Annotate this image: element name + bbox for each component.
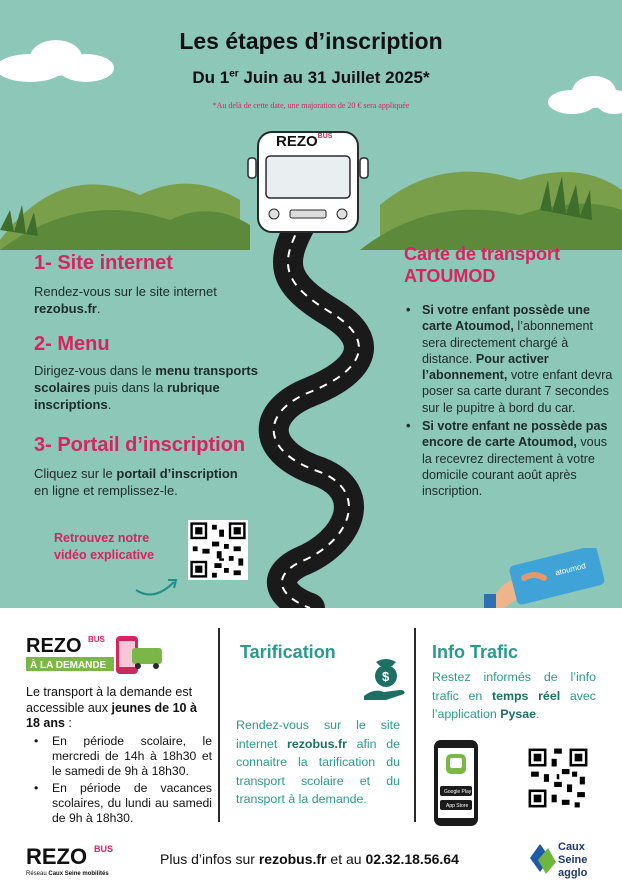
carte-title-line1: Carte de transport [404, 244, 561, 264]
carte-title-line2: ATOUMOD [404, 266, 496, 286]
tarification-text-a: Rendez-vous sur le site internet [236, 718, 400, 751]
tad-intro-b: jeunes de 10 à 18 ans [26, 700, 197, 730]
road-illustration [240, 222, 380, 608]
tad-item-school: • En période scolaire, le mercredi de 14h à 18h30 et le samedi de 9h à 18h30. [26, 734, 212, 780]
svg-text:$: $ [382, 669, 390, 684]
column-divider-1 [218, 628, 220, 822]
tarification-link[interactable]: rezobus.fr [287, 736, 347, 751]
info-trafic-text-b: avec l’application [432, 688, 596, 721]
money-hand-icon [360, 656, 410, 702]
step-2-title: 2- Menu [34, 333, 110, 355]
tad-intro-c: : [64, 716, 72, 730]
tarification-text-b: afin de connaitre la tarification du transport scolaire et du transport à la demande. [236, 736, 400, 806]
footer-text-b: et au [326, 851, 366, 867]
step-2-bold-a: menu transports scolaires [34, 363, 258, 395]
carte-bullet-1-b1: Si votre enfant possède une carte Atoumod, [422, 303, 590, 334]
tad-intro [26, 685, 210, 732]
card-label: atoumod [554, 561, 587, 578]
late-fee-note: *Au delà de cette date, une majoration de 20 € sera appliquée [212, 101, 410, 110]
svg-text:Réseau Caux Seine mobilités [26, 871, 109, 877]
footer-logo-bus: BUS [94, 844, 114, 854]
footer-text-a: Plus d’infos sur [160, 851, 259, 867]
hand-card-icon [484, 548, 614, 608]
step-2-text-a: Dirigez-vous dans le [34, 363, 156, 378]
step-1-title: 1- Site internet [34, 252, 173, 274]
tad-item-holidays: • En période de vacances scolaires, du lundi au samedi de 9h à 18h30. [26, 781, 212, 827]
step-2-bold-b: rubrique inscriptions [34, 380, 220, 412]
store-google: Google Play [444, 789, 472, 795]
step-3-text-b: en ligne et remplissez-le. [34, 483, 178, 498]
carte-bullet-1-t2: votre enfant devra poser sa carte durant 7 secondes sur le pupitre à bord du car. [422, 368, 613, 415]
carte-bullets [404, 302, 618, 502]
step-2-text-b: puis dans la [90, 380, 167, 395]
tarification-title: Tarification [240, 642, 336, 662]
dates-suffix: Juin au 31 Juillet 2025* [238, 68, 430, 87]
caux-line3: agglo [558, 867, 588, 879]
footer-contact [160, 851, 459, 867]
footer-phone-number[interactable]: 02.32.18.56.64 [365, 851, 459, 867]
store-apple: App Store [446, 803, 469, 809]
info-trafic-title: Info Trafic [432, 642, 519, 662]
step-1-text-b: . [96, 301, 101, 316]
tad-logo-bus: BUS [88, 635, 105, 644]
step-1-text-a: Rendez-vous sur le site internet [34, 284, 217, 299]
bus-logo-bus: BUS [317, 133, 333, 140]
bus-logo [276, 133, 332, 150]
carte-title [404, 243, 614, 287]
caux-line2: Seine [558, 854, 588, 866]
video-qr-code[interactable] [188, 520, 248, 580]
carte-bullet-2-t1: vous la recevrez directement à votre domicile courant août après inscription. [422, 435, 607, 499]
step-2-text [34, 362, 264, 413]
carte-bullet-2-b1: Si votre enfant ne possède pas encore de carte Atoumod, [422, 419, 608, 450]
carte-bullet-1-t1: l’abonnement sera directement chargé à distance. [422, 319, 594, 366]
registration-dates [0, 68, 622, 88]
footer-logo-rezo: REZO [26, 844, 88, 869]
footer-rezobus-logo [26, 840, 136, 880]
step-1-link[interactable]: rezobus.fr [34, 301, 97, 316]
tad-intro-a: Le transport à la demande est accessible aux [26, 685, 193, 715]
caux-line1: Caux [558, 841, 585, 853]
tarification-text [236, 716, 400, 809]
tad-logo [26, 632, 166, 678]
carte-bullet-1 [404, 302, 618, 416]
step-3-text [34, 465, 244, 499]
video-label: Retrouvez notre vidéo explicative [54, 531, 155, 562]
step-3-text-a: Cliquez sur le [34, 466, 117, 481]
step-3-title: 3- Portail d’inscription [34, 434, 246, 456]
carte-bullet-2 [404, 418, 618, 499]
step-3-bold-a: portail d’inscription [116, 466, 238, 481]
phone-app-icon [428, 738, 484, 828]
step-1-text [34, 283, 264, 317]
info-trafic-bold-b: Pysae [500, 707, 537, 721]
bus-logo-rezo: REZO [276, 133, 318, 150]
step-2-text-c: . [107, 397, 112, 412]
carte-bullet-1-b2: Pour activer l’abonnement, [422, 351, 549, 383]
info-trafic-text-c: . [536, 707, 540, 721]
footer-logo-sub-a: Réseau [26, 871, 49, 877]
tad-list [26, 734, 212, 827]
info-trafic-bold-a: temps réel [491, 688, 561, 703]
tad-logo-banner: À LA DEMANDE [30, 660, 107, 671]
footer-site-link[interactable]: rezobus.fr [258, 851, 327, 867]
arrow-icon [134, 572, 180, 600]
info-trafic-text-a: Restez informés de l’info trafic en [432, 670, 596, 703]
tad-logo-rezo: REZO [26, 635, 82, 657]
caux-seine-agglo-logo [526, 836, 616, 880]
dates-prefix: Du 1 [192, 68, 230, 87]
info-trafic-text [432, 668, 596, 724]
column-divider-2 [414, 628, 416, 822]
page-title: Les étapes d’inscription [179, 28, 443, 54]
dates-sup: er [229, 68, 239, 80]
pysae-qr-code[interactable] [526, 746, 590, 810]
footer-logo-sub-b: Caux Seine mobilités [48, 871, 109, 877]
